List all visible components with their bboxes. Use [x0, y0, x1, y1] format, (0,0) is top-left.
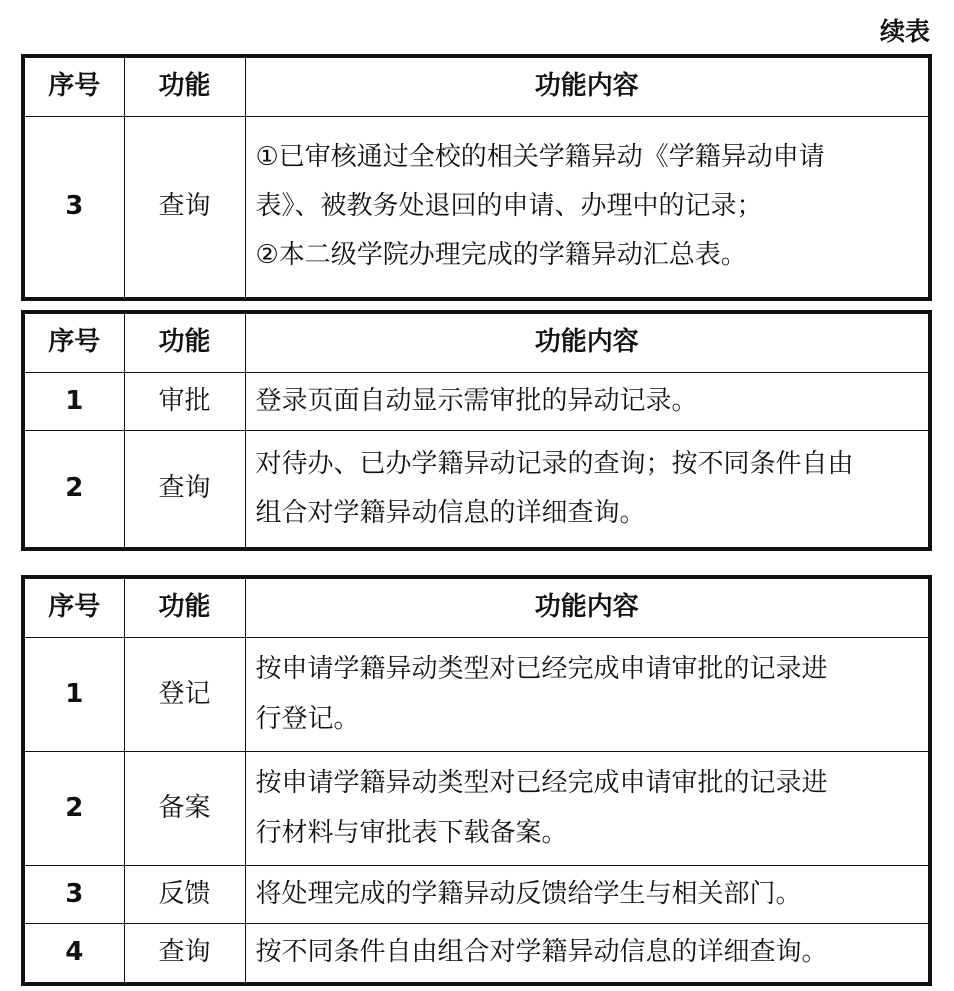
table-header-row	[23, 577, 930, 638]
row-content	[245, 431, 930, 549]
row-no: 3	[23, 117, 124, 299]
row-content	[245, 752, 930, 866]
header-content: 功能内容	[245, 312, 930, 373]
table-header-row	[23, 312, 930, 373]
table-row	[23, 431, 930, 549]
row-content	[245, 866, 930, 924]
content-line: 组合对学籍异动信息的详细查询。	[255, 498, 646, 529]
content-line: 对待办、已办学籍异动记录的查询；按不同条件自由	[255, 448, 854, 479]
header-content: 功能内容	[245, 577, 930, 638]
row-func: 反馈	[124, 866, 245, 924]
table-row	[23, 752, 930, 866]
row-func: 查询	[124, 117, 245, 299]
header-no: 序号	[23, 577, 124, 638]
row-no: 2	[23, 431, 124, 549]
row-func: 登记	[124, 638, 245, 752]
table-row	[23, 117, 930, 299]
row-no: 1	[23, 373, 124, 431]
table-row	[23, 866, 930, 924]
row-no: 3	[23, 866, 124, 924]
row-content	[245, 117, 930, 299]
function-table-2	[21, 310, 932, 551]
table-caption: 续表	[879, 17, 930, 46]
content-line: 将处理完成的学籍异动反馈给学生与相关部门。	[255, 879, 802, 909]
row-no: 1	[23, 638, 124, 752]
row-func: 备案	[124, 752, 245, 866]
content-line: 行登记。	[255, 703, 360, 734]
header-func: 功能	[124, 577, 245, 638]
row-content	[245, 638, 930, 752]
header-no: 序号	[23, 312, 124, 373]
row-content	[245, 373, 930, 431]
row-no: 2	[23, 752, 124, 866]
row-content	[245, 924, 930, 984]
header-no: 序号	[23, 56, 124, 117]
row-no: 4	[23, 924, 124, 984]
content-line: 按申请学籍异动类型对已经完成申请审批的记录进	[255, 654, 828, 685]
row-func: 查询	[124, 924, 245, 984]
row-func: 审批	[124, 373, 245, 431]
table-row	[23, 638, 930, 752]
content-line: ①已审核通过全校的相关学籍异动《学籍异动申请	[255, 141, 825, 172]
content-line: 登录页面自动显示需审批的异动记录。	[255, 386, 698, 416]
function-table-1	[21, 54, 932, 301]
row-func: 查询	[124, 431, 245, 549]
header-content: 功能内容	[245, 56, 930, 117]
content-line: 按不同条件自由组合对学籍异动信息的详细查询。	[255, 937, 828, 968]
content-line: ②本二级学院办理完成的学籍异动汇总表。	[255, 240, 747, 271]
table-header-row	[23, 56, 930, 117]
content-line: 按申请学籍异动类型对已经完成申请审批的记录进	[255, 768, 828, 799]
function-table-3	[21, 575, 932, 986]
header-func: 功能	[124, 312, 245, 373]
table-row	[23, 373, 930, 431]
table-row	[23, 924, 930, 984]
content-line: 表》、被教务处退回的申请、办理中的记录；	[255, 191, 763, 222]
content-line: 行材料与审批表下载备案。	[255, 817, 568, 848]
header-func: 功能	[124, 56, 245, 117]
